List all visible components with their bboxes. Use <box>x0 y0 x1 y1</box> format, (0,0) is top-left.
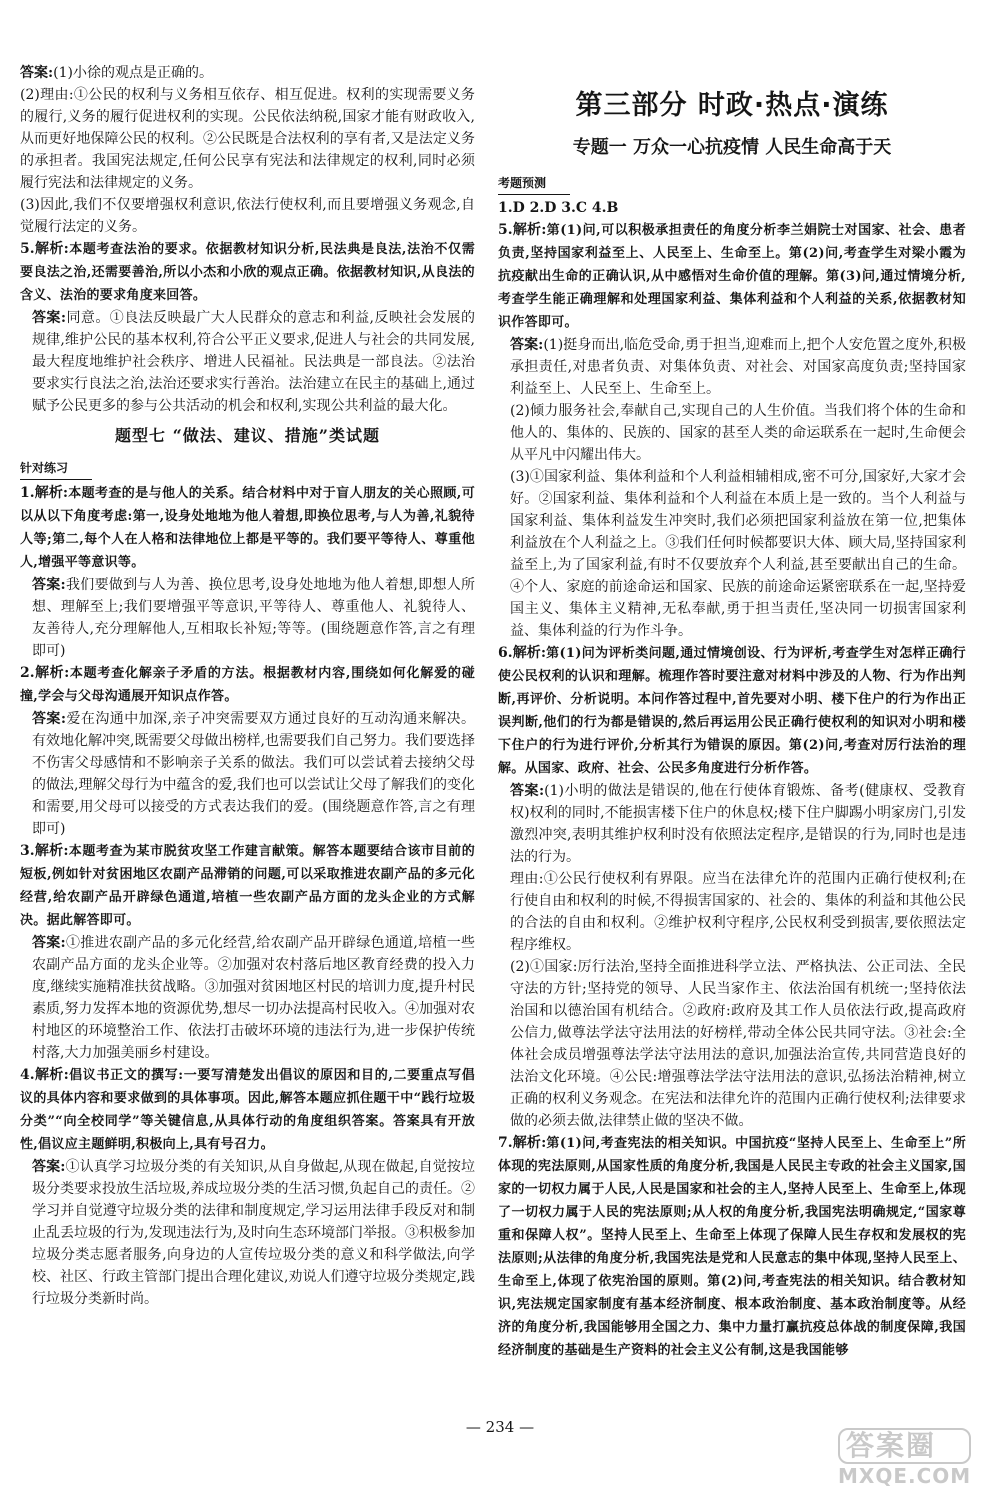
q5-answer: 答案:同意。①良法反映最广大人民群众的意志和利益,反映社会发展的规律,维护公民的基本权利,符合公平正义要求,促进人与社会的共同发展,最大程度地维护社会秩序、增进人民福祉。民法典是一部良法。②法治要求实行良法之治,法治还要求实行善治。法治建立在民主的基础上,通过赋予公民更多的参与公共活动的机会和权利,实现公共利益的最大化。 <box>32 310 475 414</box>
right-column <box>498 76 966 1362</box>
q3-explanation: 3.解析:本题考查为某市脱贫攻坚工作建言献策。解答本题要结合该市目前的短板,例如针对贫困地区农副产品滞销的问题,可以采取推进农副产品的多元化经营,给农副产品开辟绿色通道,培植一些农副产品方面的龙头企业的方式解决。据此解答即可。 <box>20 843 475 928</box>
r-q7-explanation: 7.解析:第(1)问,考查宪法的相关知识。中国抗疫“坚持人民至上、生命至上”所体现的宪法原则,从国家性质的角度分析,我国是人民民主专政的社会主义国家,国家的一切权力属于人民,人民是国家和社会的主人,坚持人民至上、生命至上,体现了一切权力属于人民的宪法原则;从人权的角度分析,我国宪法明确规定,“国家尊重和保障人权”。坚持人民至上、生命至上体现了保障人民生存权和发展权的宪法原则;从法律的角度分析,我国宪法是党和人民意志的集中体现,坚持人民至上、生命至上,体现了依宪治国的原则。第(2)问,考查宪法的相关知识。结合教材知识,宪法规定国家制度有基本经济制度、根本政治制度、基本政治制度等。从经济的角度分析,我国能够用全国之力、集中力量打赢抗疫总体战的制度保障,我国经济制度的基础是生产资料的社会主义公有制,这是我国能够 <box>498 1135 967 1358</box>
r-q5-answer-1: 答案:(1)挺身而出,临危受命,勇于担当,迎难而上,把个人安危置之度外,积极承担责任,对患者负责、对集体负责、对社会、对国家高度负责;坚持国家利益至上、人民至上、生命至上。 <box>510 337 966 397</box>
q3-answer: 答案:①推进农副产品的多元化经营,给农副产品开辟绿色通道,培植一些农副产品方面的龙头企业等。②加强对农村落后地区教育经费的投入力度,继续实施精准扶贫战略。③加强对贫困地区村民的培训力度,提升村民素质,努力发挥本地的资源优势,想尽一切办法提高村民收入。④加强对农村地区的环境整治工作、依法打击破坏环境的违法行为,进一步保护传统村落,大力加强美丽乡村建设。 <box>32 935 475 1061</box>
multiple-choice-answers: 1.D 2.D 3.C 4.B <box>498 200 619 216</box>
section-title: 题型七 “做法、建议、措施”类试题 <box>115 426 380 445</box>
watermark-logo: 答案圈 <box>838 1428 971 1464</box>
watermark-site: MXQE.COM <box>838 1464 972 1488</box>
q4-answer-p2: (2)理由:①公民的权利与义务相互依存、相互促进。权利的实现需要义务的履行,义务的履行促进权利的实现。公民依法纳税,国家才能有财政收入,从而更好地保障公民的权利。②公民既是合法权利的享有者,又是法定义务的承担者。我国宪法规定,任何公民享有宪法和法律规定的权利,同时必须履行宪法和法律规定的义务。 <box>20 87 475 191</box>
q4-explanation: 4.解析:倡议书正文的撰写:一要写清楚发出倡议的原因和目的,二要重点写倡议的具体内容和要求做到的具体事项。因此,解答本题应抓住题干中“践行垃圾分类”“向全校同学”等关键信息,从具体行动的角度组织答案。答案具有开放性,倡议应主题鲜明,积极向上,具有号召力。 <box>20 1067 476 1152</box>
r-q5-answer-2: (2)倾力服务社会,奉献自己,实现自己的人生价值。当我们将个体的生命和他人的、集体的、民族的、国家的甚至人类的命运联系在一起时,生命便会从平凡中闪耀出伟大。 <box>510 403 966 463</box>
q4-answer-p1: 答案:(1)小徐的观点是正确的。 <box>20 65 214 81</box>
r-q6-answer-1: 答案:(1)小明的做法是错误的,他在行使体育锻炼、备考(健康权、受教育权)权利的同时,不能损害楼下住户的休息权;楼下住户脚踢小明家房门,引发激烈冲突,表明其维护权利时没有依照法定程序,是错误的行为,同时也是违法的行为。 <box>510 783 966 865</box>
r-q6-answer-3: (2)①国家:厉行法治,坚持全面推进科学立法、严格执法、公正司法、全民守法的方针;坚持党的领导、人民当家作主、依法治国有机统一;坚持依法治国和以德治国有机结合。②政府:政府及其工作人员依法行政,提高政府公信力,做尊法学法守法用法的好榜样,带动全体公民共同守法。③社会:全体社会成员增强尊法学法守法用法的意识,加强法治宣传,共同营造良好的法治文化环境。④公民:增强尊法学法守法用法的意识,弘扬法治精神,树立正确的权利义务观念。在宪法和法律允许的范围内正确行使权利;法律要求做的必须去做,法律禁止做的坚决不做。 <box>510 959 966 1129</box>
r-q5-answer-3: (3)①国家利益、集体利益和个人利益相辅相成,密不可分,国家好,大家才会好。②国家利益、集体利益和个人利益在本质上是一致的。当个人利益与国家利益、集体利益发生冲突时,我们必须把国家利益放在第一位,把集体利益放在个人利益之上。③我们任何时候都要识大体、顾大局,坚持国家利益至上,为了国家利益,有时不仅要放弃个人利益,甚至要献出自己的生命。④个人、家庭的前途命运和国家、民族的前途命运紧密联系在一起,坚持爱国主义、集体主义精神,无私奉献,勇于担当责任,坚决同一切损害国家利益、集体利益的行为作斗争。 <box>510 469 966 639</box>
watermark <box>838 1428 971 1488</box>
topic-title: 专题一 万众一心抗疫情 人民生命高于天 <box>572 137 892 158</box>
left-column <box>20 62 475 1310</box>
practice-badge: 针对练习 <box>20 457 92 480</box>
part-title: 第三部分 时政·热点·演练 <box>575 90 889 121</box>
r-q6-explanation: 6.解析:第(1)问为评析类问题,通过情境创设、行为评析,考查学生对怎样正确行使公民权利的认识和理解。梳理作答时要注意对材料中涉及的人物、行为作出判断,再评价、分析说明。本问作答过程中,首先要对小明、楼下住户的行为作出正误判断,他们的行为都是错误的,然后再运用公民正确行使权利的知识对小明和楼下住户的行为进行评价,分析其行为错误的原因。第(2)问,考查对厉行法治的理解。从国家、政府、社会、公民多角度进行分析作答。 <box>498 645 966 776</box>
page-number: — 234 — <box>465 1418 535 1436</box>
q1-explanation: 1.解析:本题考查的是与他人的关系。结合材料中对于盲人朋友的关心照顾,可以从以下角度考虑:第一,设身处地地为他人着想,即换位思考,与人为善,礼貌待人等;第二,每个人在人格和法律地位上都是平等的。我们要平等待人、尊重他人,增强平等意识等。 <box>20 485 475 570</box>
q2-answer: 答案:爱在沟通中加深,亲子冲突需要双方通过良好的互动沟通来解决。有效地化解冲突,既需要父母做出榜样,也需要我们自己努力。我们要选择不伤害父母感情和不影响亲子关系的做法。我们可以尝试着去接纳父母的做法,理解父母行为中蕴含的爱,我们也可以尝试让父母了解我们的变化和需要,用父母可以接受的方式表达我们的爱。(围绕题意作答,言之有理即可) <box>32 711 475 837</box>
r-q5-explanation: 5.解析:第(1)问,可以积极承担责任的角度分析李兰娟院士对国家、社会、患者负责,坚持国家利益至上、人民至上、生命至上。第(2)问,考查学生对梁小霞为抗疫献出生命的正确认识,从中感悟对生命价值的理解。第(3)问,通过情境分析,考查学生能正确理解和处理国家利益、集体利益和个人利益的关系,依据教材知识作答即可。 <box>498 222 966 330</box>
q2-explanation: 2.解析:本题考查化解亲子矛盾的方法。根据教材内容,围绕如何化解爱的碰撞,学会与父母沟通展开知识点作答。 <box>20 665 475 704</box>
q5-explanation: 5.解析:本题考查法治的要求。依据教材知识分析,民法典是良法,法治不仅需要良法之治,还需要善治,所以小杰和小欣的观点正确。依据教材知识,从良法的含义、法治的要求角度来回答。 <box>20 241 475 303</box>
q4-answer: 答案:①认真学习垃圾分类的有关知识,从自身做起,从现在做起,自觉按垃圾分类要求投放生活垃圾,养成垃圾分类的生活习惯,负起自己的责任。②学习并自觉遵守垃圾分类的法律和制度规定,学习运用法律手段反对和制止乱丢垃圾的行为,发现违法行为,及时向生态环境部门举报。③积极参加垃圾分类志愿者服务,向身边的人宣传垃圾分类的意义和科学做法,向学校、社区、行政主管部门提出合理化建议,劝说人们遵守垃圾分类规定,践行垃圾分类新时尚。 <box>32 1159 475 1307</box>
q4-answer-p3: (3)因此,我们不仅要增强权利意识,依法行使权利,而且要增强义务观念,自觉履行法定的义务。 <box>20 197 475 235</box>
q1-answer: 答案:我们要做到与人为善、换位思考,设身处地地为他人着想,即想人所想、理解至上;我们要增强平等意识,平等待人、尊重他人、礼貌待人、友善待人,充分理解他人,互相取长补短;等等。(围绕题意作答,言之有理即可) <box>32 577 475 659</box>
r-q6-answer-2: 理由:①公民行使权利有界限。应当在法律允许的范围内正确行使权利;在行使自由和权利的时候,不得损害国家的、社会的、集体的利益和其他公民的合法的自由和权利。②维护权利守程序,公民权利受到损害,要依照法定程序维权。 <box>510 871 966 953</box>
preview-badge: 考题预测 <box>498 172 570 195</box>
